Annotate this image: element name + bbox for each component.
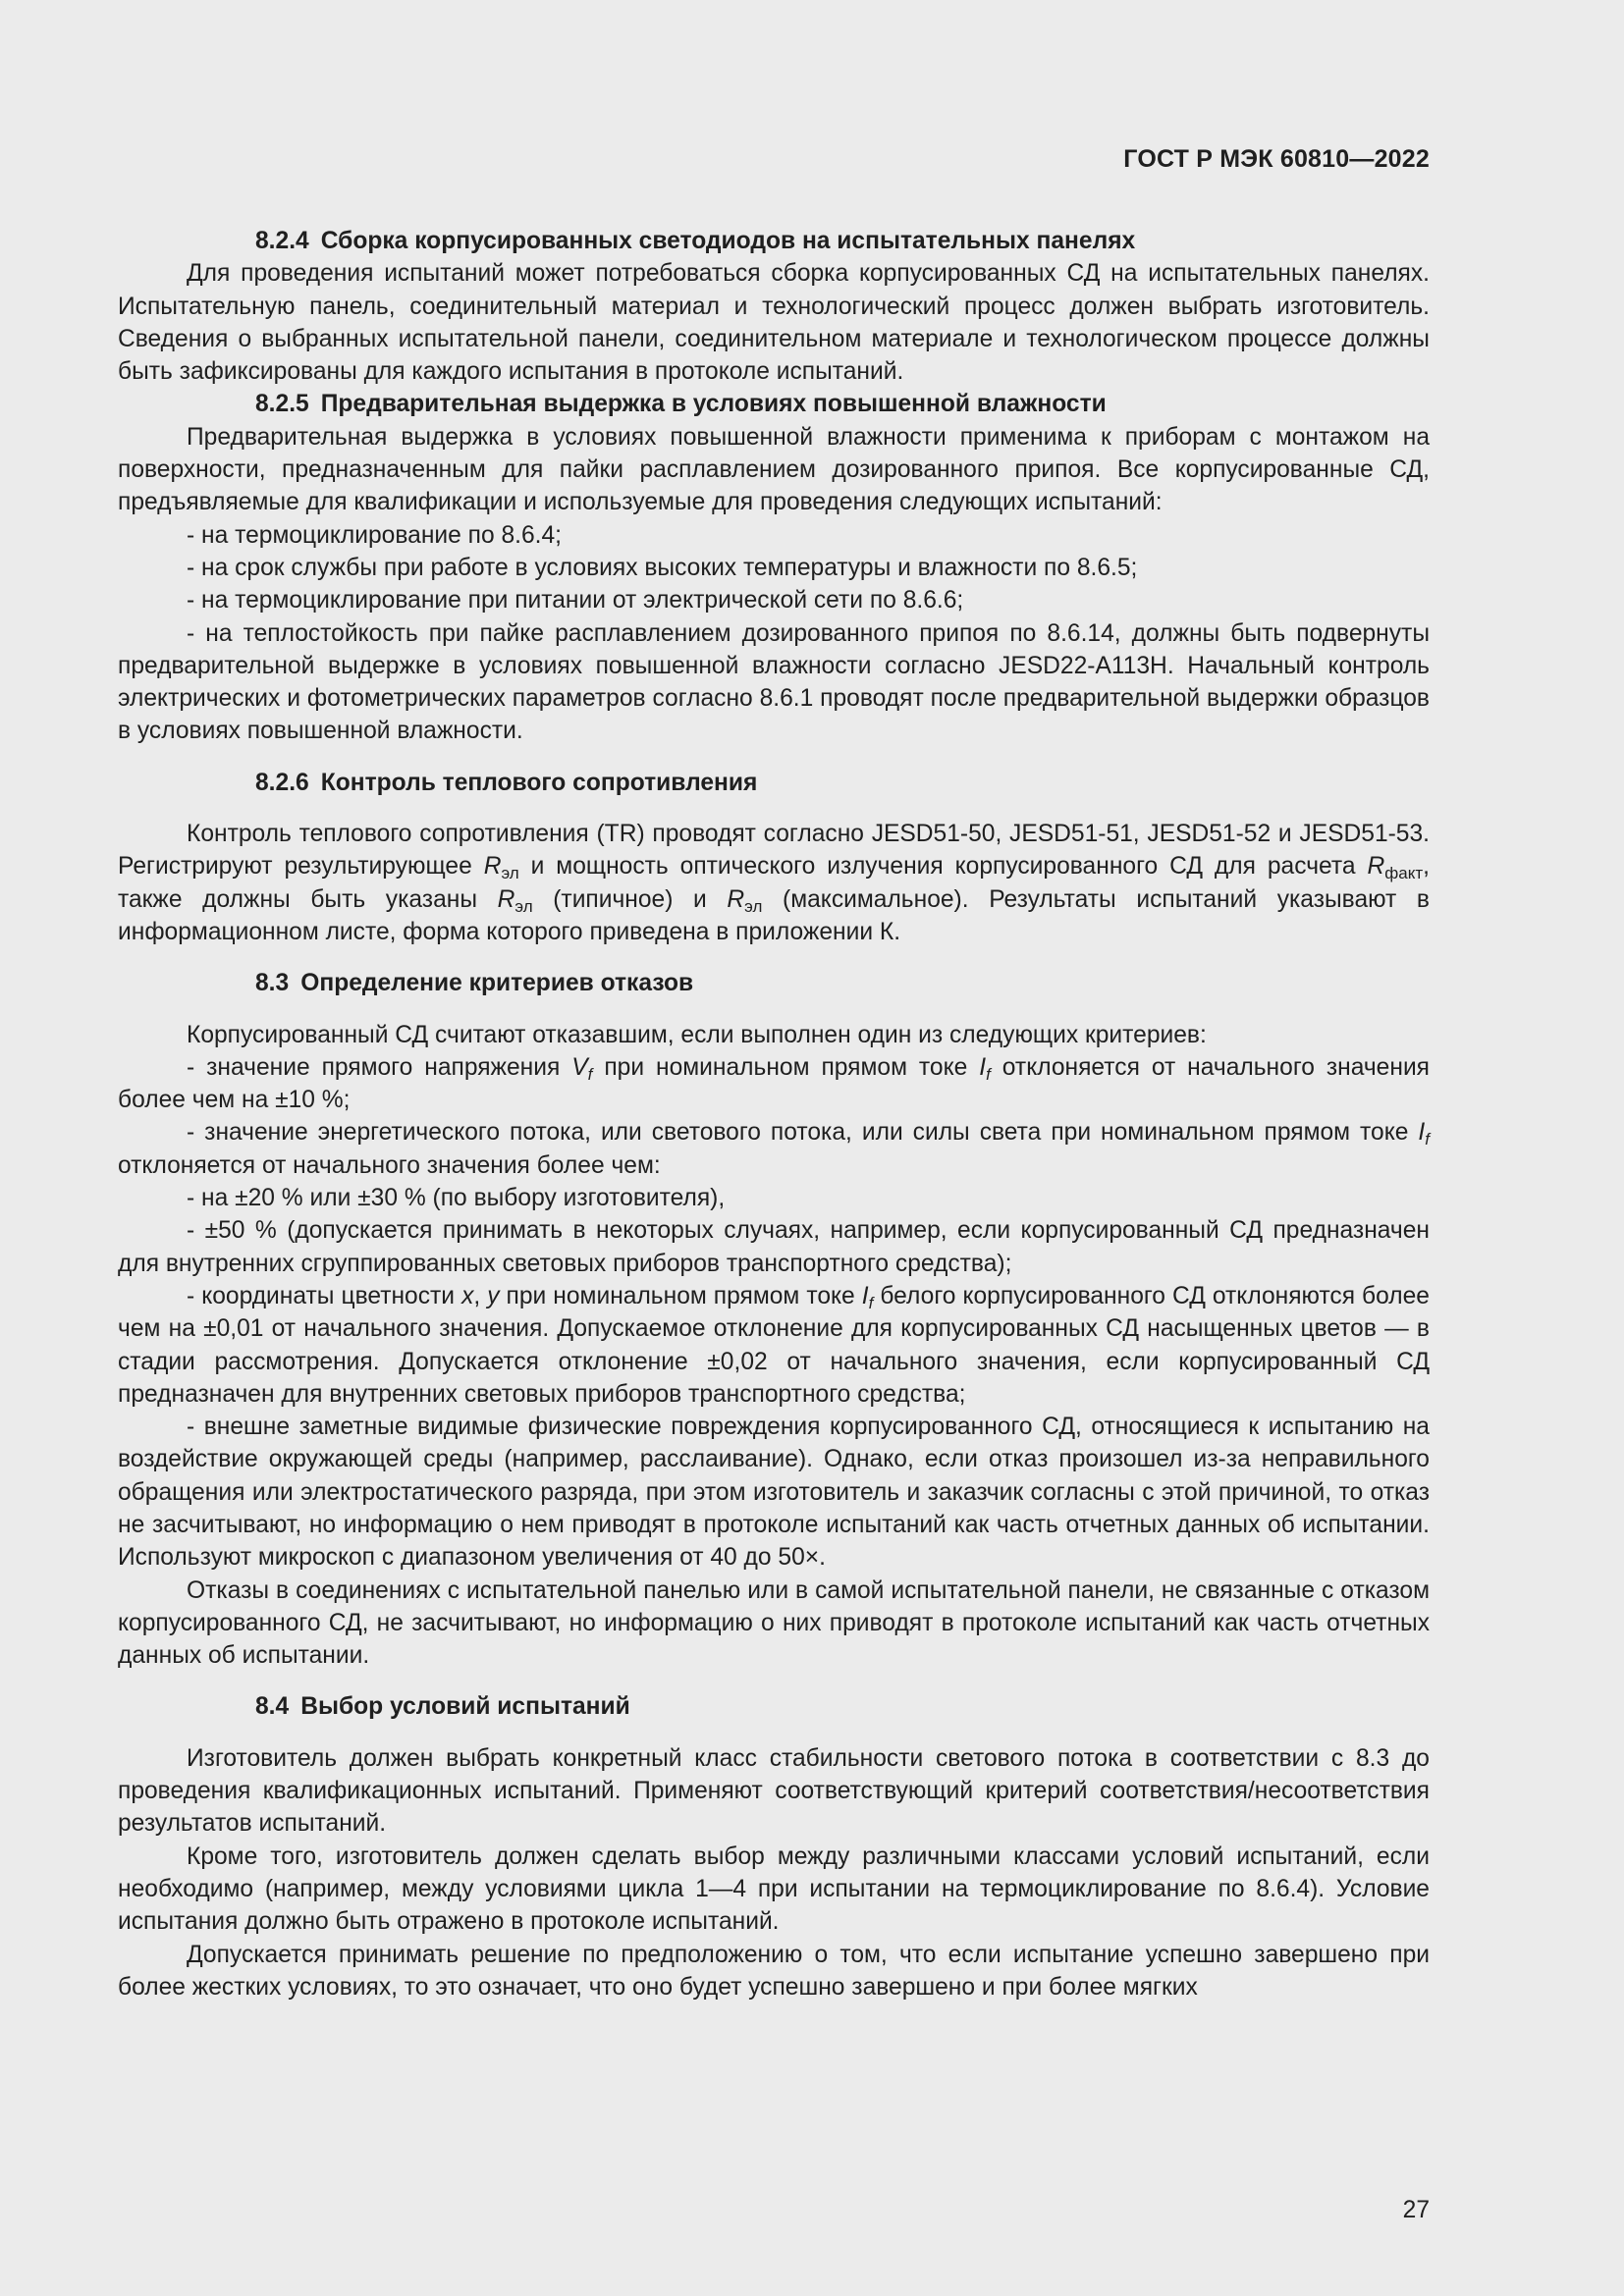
section-number: 8.2.6 (255, 769, 309, 796)
list-item: - на теплостойкость при пайке расплавлением дозированного припоя по 8.6.14, должны быть подвернуты предварительной выдержке в условиях повышенной влажности согласно JESD22-A113H. Начальный контроль электрических и фотометрических параметров согласно 8.6.1 проводят после предварительной выдержки образцов в условиях повышенной влажности. (118, 619, 1430, 745)
list-item: - значение прямого напряжения $V_f$ при номинальном прямом токе $I_f$ отклоняется от начального значения более чем на ±10 %; (118, 1053, 1430, 1114)
section-title: Предварительная выдержка в условиях повышенной влажности (320, 391, 1107, 418)
section-heading-8-4 (118, 1690, 1430, 1723)
list-item: - на ±20 % или ±30 % (по выбору изготовителя), (187, 1185, 726, 1212)
paragraph: Изготовитель должен выбрать конкретный класс стабильности светового потока в соответствии с 8.3 до проведения квалификационных испытаний. Применяют соответствующий критерий соответствия/несоответствия результатов испытаний. (118, 1744, 1430, 1838)
section-number: 8.4 (255, 1693, 290, 1721)
paragraph: Корпусированный СД считают отказавшим, если выполнен один из следующих критериев: (187, 1021, 1207, 1048)
section-heading-8-2-4 (118, 225, 1430, 257)
section-title: Выбор условий испытаний (300, 1693, 630, 1721)
section-number: 8.3 (255, 970, 290, 997)
section-number: 8.2.4 (255, 228, 309, 254)
paragraph: Для проведения испытаний может потребоваться сборка корпусированных СД на испытательных панелях. Испытательную панель, соединительный материал и технологический процесс должен выбрать изготовитель. Сведения о выбранных испытательной панели, соединительном материале и технологическом процессе должны быть зафиксированы для каждого испытания в протоколе испытаний. (118, 260, 1430, 386)
list-item: - ±50 % (допускается принимать в некоторых случаях, например, если корпусированный СД предназначен для внутренних сгруппированных световых приборов транспортного средства); (118, 1217, 1430, 1277)
paragraph: Отказы в соединениях с испытательной панелью или в самой испытательной панели, не связанные с отказом корпусированного СД, не засчитывают, но информацию о них приводят в протоколе испытаний как часть отчетных данных об испытании. (118, 1576, 1430, 1670)
list-item: - координаты цветности x, y при номинальном прямом токе $I_f$ белого корпусированного СД отклоняются более чем на ±0,01 от начального значения. Допускаемое отклонение для корпусированных СД насыщенных цветов — в стадии рассмотрения. Допускается отклонение ±0,02 от начального значения, если корпусированный СД предназначен для внутренних световых приборов транспортного средства; (118, 1282, 1430, 1408)
section-heading-8-2-5 (118, 388, 1430, 420)
section-number: 8.2.5 (255, 391, 309, 418)
standard-designation: ГОСТ Р МЭК 60810—2022 (1123, 145, 1430, 173)
list-item: - значение энергетического потока, или светового потока, или силы света при номинальном прямом токе $I_f$ отклоняется от начального значения более чем: (118, 1119, 1430, 1179)
section-heading-8-3 (118, 967, 1430, 999)
list-item: - на термоциклирование при питании от электрической сети по 8.6.6; (187, 587, 964, 614)
paragraph: Допускается принимать решение по предположению о том, что если испытание успешно завершено при более жестких условиях, то это означает, что оно будет успешно завершено и при более мягких (118, 1941, 1430, 2001)
paragraph: Предварительная выдержка в условиях повышенной влажности применима к приборам с монтажом на поверхности, предназначенным для пайки расплавлением дозированного припоя. Все корпусированные СД, предъявляемые для квалификации и используемые для проведения следующих испытаний: (118, 423, 1430, 516)
paragraph: Кроме того, изготовитель должен сделать выбор между различными классами условий испытаний, если необходимо (например, между условиями цикла 1—4 при испытании на термоциклирование по 8.6.4). Условие испытания должно быть отражено в протоколе испытаний. (118, 1842, 1430, 1936)
list-item: - внешне заметные видимые физические повреждения корпусированного СД, относящиеся к испытанию на воздействие окружающей среды (например, расслаивание). Однако, если отказ произошел из-за неправильного обращения или электростатического разряда, при этом изготовитель и заказчик согласны с этой причиной, то отказ не засчитывают, но информацию о нем приводят в протоколе испытаний как часть отчетных данных об испытании. Используют микроскоп с диапазоном увеличения от 40 до 50×. (118, 1414, 1430, 1572)
section-title: Контроль теплового сопротивления (320, 769, 758, 796)
document-body (118, 225, 1430, 2003)
section-title: Определение критериев отказов (300, 970, 694, 997)
document-page (118, 137, 1430, 2258)
section-title: Сборка корпусированных светодиодов на испытательных панелях (320, 228, 1136, 254)
paragraph-thermal-resistance: Контроль теплового сопротивления (TR) проводят согласно JESD51-50, JESD51-51, JESD51-52 и JESD51-53. Регистрируют результирующее $R_{эл}$ и мощность оптического излучения корпусированного СД для расчета $R_{факт}$, также должны быть указаны $R_{эл}$ (типичное) и $R_{эл}$ (максимальное). Результаты испытаний указывают в информационном листе, форма которого приведена в приложении К. (118, 821, 1430, 945)
page-number: 27 (1402, 2197, 1430, 2223)
list-item: - на срок службы при работе в условиях высоких температуры и влажности по 8.6.5; (187, 554, 1138, 581)
list-item: - на термоциклирование по 8.6.4; (187, 521, 563, 549)
section-heading-8-2-6 (118, 767, 1430, 799)
